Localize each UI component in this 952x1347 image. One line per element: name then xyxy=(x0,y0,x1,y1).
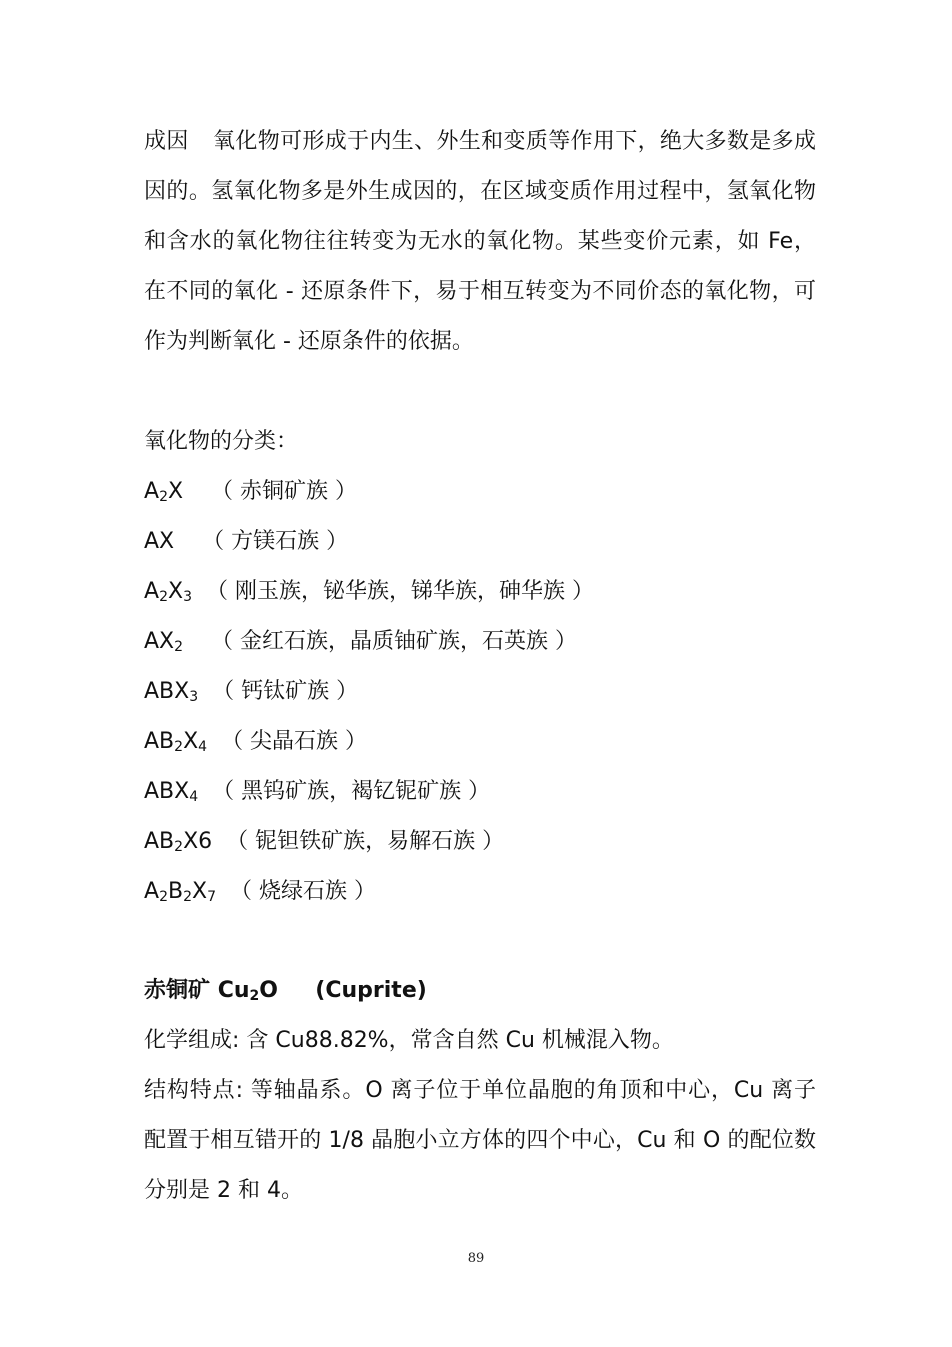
paragraph-line: 配置于相互错开的 1/8 晶胞小立方体的四个中心，Cu 和 O 的配位数 xyxy=(144,1128,816,1153)
formula: A2B2X7 xyxy=(144,879,216,905)
family-description: （ 黑钨矿族，褐钇铌矿族 ） xyxy=(198,779,491,804)
family-description: （ 赤铜矿族 ） xyxy=(183,479,358,504)
paragraph-line: 结构特点: 等轴晶系。O 离子位于单位晶胞的角顶和中心，Cu 离子 xyxy=(144,1078,816,1103)
formula: A2X3 xyxy=(144,579,192,605)
family-description: （ 钙钛矿族 ） xyxy=(198,679,359,704)
classification-item xyxy=(144,677,358,712)
family-description: （ 铌钽铁矿族，易解石族 ） xyxy=(212,829,505,854)
classification-item xyxy=(144,627,577,662)
classification-item xyxy=(144,877,376,912)
mineral-formula: Cu2O xyxy=(217,978,278,1004)
formula: ABX4 xyxy=(144,779,199,805)
family-description: （ 烧绿石族 ） xyxy=(216,879,376,904)
family-description: （ 刚玉族，铋华族，锑华族，砷华族 ） xyxy=(191,579,594,604)
classification-item xyxy=(144,477,357,512)
paragraph-line: 在不同的氧化 - 还原条件下，易于相互转变为不同价态的氧化物，可 xyxy=(144,279,816,304)
paragraph-line: 和含水的氧化物往往转变为无水的氧化物。某些变价元素，如 Fe， xyxy=(144,229,816,254)
formula: AB2X6 xyxy=(144,829,213,855)
mineral-name: 赤铜矿 xyxy=(144,978,211,1003)
paragraph-line: 因的。氢氧化物多是外生成因的，在区域变质作用过程中，氢氧化物 xyxy=(144,179,816,204)
chemical-composition: 化学组成: 含 Cu88.82%，常含自然 Cu 机械混入物。 xyxy=(144,1028,674,1053)
family-description: （ 尖晶石族 ） xyxy=(207,729,368,754)
genesis-paragraph xyxy=(144,127,816,377)
formula: AX xyxy=(144,529,175,554)
structure-paragraph xyxy=(144,1076,816,1226)
classification-item xyxy=(144,727,367,762)
paragraph-line: 分别是 2 和 4。 xyxy=(144,1178,303,1203)
formula: A2X xyxy=(144,479,184,505)
family-description: （ 方镁石族 ） xyxy=(174,529,349,554)
classification-title: 氧化物的分类： xyxy=(144,429,299,454)
paragraph-line: 成因 氧化物可形成于内生、外生和变质等作用下，绝大多数是多成 xyxy=(144,129,816,154)
family-description: （ 金红石族，晶质铀矿族，石英族 ） xyxy=(183,629,578,654)
paragraph-line: 作为判断氧化 - 还原条件的依据。 xyxy=(144,329,474,354)
formula: ABX3 xyxy=(144,679,199,705)
section-lead: 成因 xyxy=(144,129,189,154)
classification-item xyxy=(144,527,348,557)
formula: AB2X4 xyxy=(144,729,208,755)
mineral-heading xyxy=(144,976,427,1011)
classification-item xyxy=(144,777,490,812)
classification-item xyxy=(144,827,504,862)
mineral-english-name: (Cuprite) xyxy=(315,978,427,1003)
page-number: 89 xyxy=(467,1251,485,1266)
formula: AX2 xyxy=(144,629,184,655)
classification-item xyxy=(144,577,594,612)
